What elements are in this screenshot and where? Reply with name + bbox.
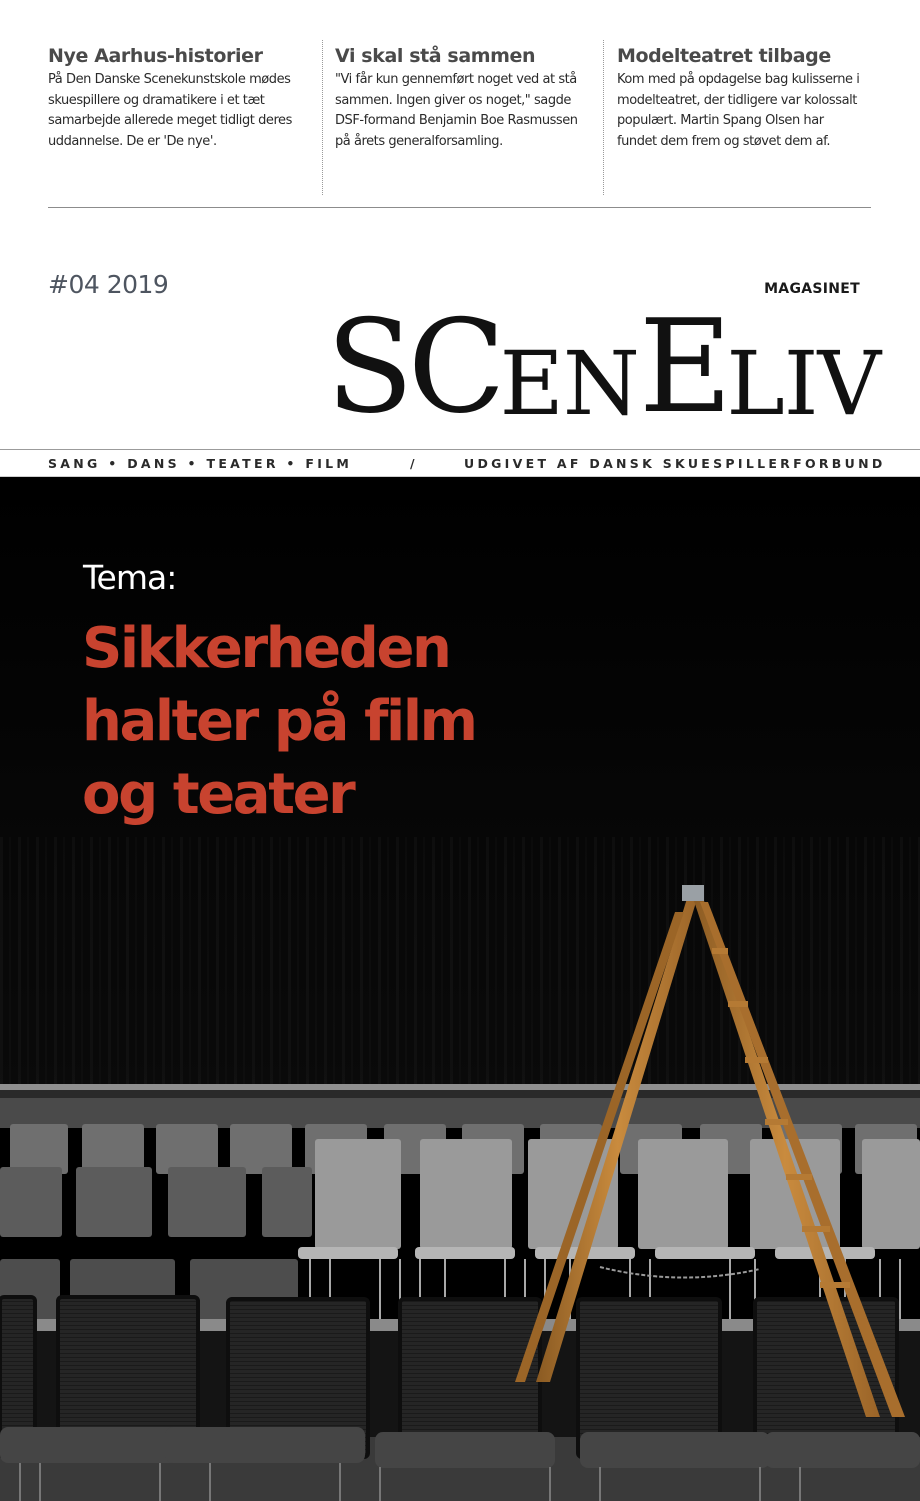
teaser-title: Modelteatret tilbage xyxy=(617,45,831,67)
issue-number: #04 2019 xyxy=(48,270,169,299)
tagline-strip xyxy=(0,449,920,477)
teaser-aarhus[interactable] xyxy=(48,40,322,195)
teaser-title: Vi skal stå sammen xyxy=(335,45,536,67)
teaser-body: "Vi får kun gennemført noget ved at stå sammen. Ingen giver os noget," sagde DSF-formand Benjamin Boe Rasmussen på årets generalforsamling. xyxy=(335,72,578,149)
teaser-row xyxy=(48,40,871,195)
publisher: UDGIVET AF DANSK SKUESPILLERFORBUND xyxy=(464,456,886,471)
teaser-modelteatret[interactable] xyxy=(603,40,871,195)
divider xyxy=(48,207,871,208)
masthead-label: MAGASINET xyxy=(764,281,860,297)
theme-kicker: Tema: xyxy=(83,558,177,597)
teaser-title: Nye Aarhus-historier xyxy=(48,45,263,67)
magazine-logo: SC EN E LIV xyxy=(326,293,881,442)
separator: / xyxy=(410,456,418,471)
teaser-body: På Den Danske Scenekunstskole mødes skuespillere og dramatikere i et tæt samarbejde allerede meget tidligt deres uddannelse. De er 'De nye'. xyxy=(48,72,292,149)
teaser-body: Kom med på opdagelse bag kulisserne i modelteatret, der tidligere var kolossalt populært. Martin Spang Olsen har fundet dem frem og støvet dem af. xyxy=(617,72,860,149)
category-list: SANG • DANS • TEATER • FILM xyxy=(48,456,353,471)
cover-headline: Sikkerheden halter på film og teater xyxy=(82,616,476,827)
teaser-sammen[interactable] xyxy=(322,40,603,195)
